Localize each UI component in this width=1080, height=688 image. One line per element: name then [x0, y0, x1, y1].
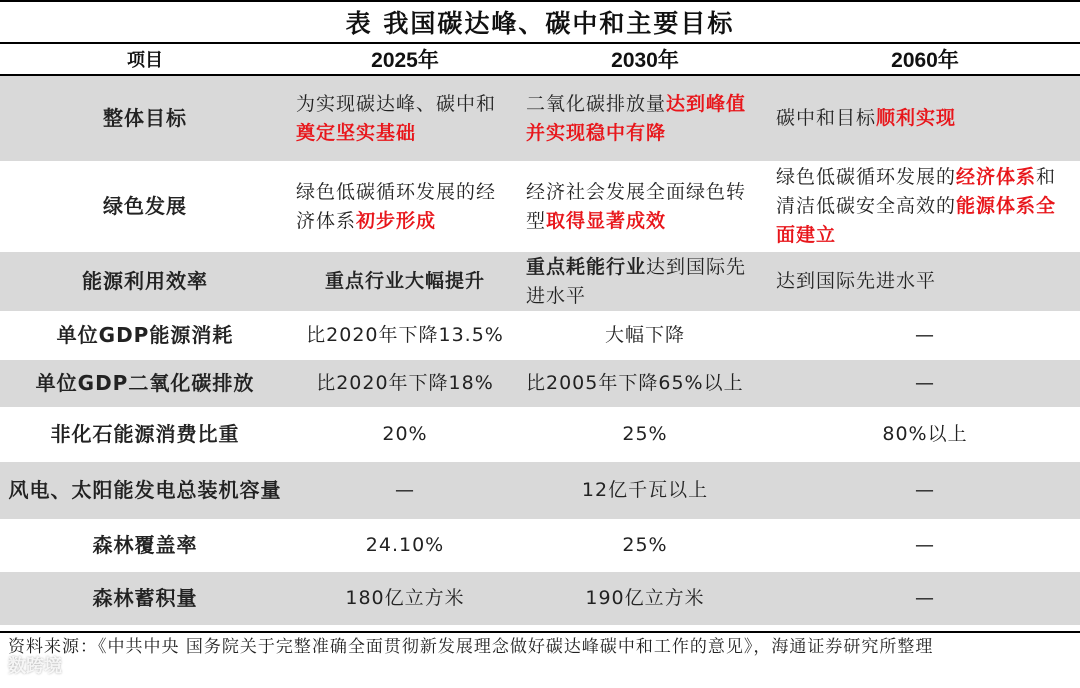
- row-label: 风电、太阳能发电总装机容量: [8, 478, 282, 502]
- cell-2025: [290, 520, 520, 571]
- table-title: 表 我国碳达峰、碳中和主要目标: [0, 0, 1080, 44]
- cell-2030: [520, 76, 770, 161]
- cell-text: —: [395, 479, 415, 501]
- row-label: 绿色发展: [103, 194, 187, 218]
- cell-text: 奠定坚实基础: [296, 121, 417, 144]
- header-2060: 2060年: [891, 49, 959, 72]
- row-label: 森林蓄积量: [92, 586, 198, 610]
- table-row: [0, 76, 1080, 162]
- cell-text: 24.10%: [365, 534, 445, 556]
- row-label: 非化石能源消费比重: [50, 422, 240, 446]
- cell-2030: [520, 572, 770, 625]
- table-body: [0, 76, 1080, 626]
- cell-text: 190亿立方米: [585, 587, 705, 609]
- cell-2060: [770, 312, 1080, 359]
- cell-2025: [290, 408, 520, 461]
- cell-text: 比2020年下降18%: [316, 372, 494, 394]
- row-label: 森林覆盖率: [92, 533, 198, 557]
- cell-text: 绿色低碳循环发展的: [776, 166, 957, 188]
- cell-2060: [770, 520, 1080, 571]
- cell-text: 顺利实现: [876, 107, 957, 129]
- cell-text: 为实现碳达峰、碳中和: [296, 92, 497, 115]
- cell-2025: [290, 462, 520, 519]
- cell-text: —: [915, 587, 935, 609]
- cell-2025: [290, 572, 520, 625]
- cell-text: 80%以上: [882, 423, 968, 445]
- cell-text: 初步形成: [356, 209, 437, 232]
- table-row: [0, 520, 1080, 572]
- cell-text: —: [915, 479, 935, 501]
- table-row: [0, 252, 1080, 312]
- cell-text: 180亿立方米: [345, 587, 465, 609]
- row-label: 单位GDP能源消耗: [56, 323, 234, 347]
- table-row: [0, 462, 1080, 520]
- header-2030: 2030年: [611, 49, 679, 72]
- cell-text: —: [915, 324, 935, 346]
- cell-text: 取得显著成效: [546, 209, 667, 232]
- cell-2060: [770, 252, 1080, 311]
- cell-2030: [520, 312, 770, 359]
- cell-2060: [770, 360, 1080, 407]
- cell-text: —: [915, 372, 935, 394]
- cell-text: 达到峰值并实现稳中有降: [526, 92, 747, 144]
- cell-text: 大幅下降: [604, 324, 685, 346]
- table-row: [0, 572, 1080, 626]
- table-row: [0, 312, 1080, 360]
- cell-2030: [520, 462, 770, 519]
- table-bottom-rule: [0, 631, 1080, 633]
- cell-text: 20%: [382, 423, 428, 445]
- cell-text: 碳中和目标: [776, 107, 877, 129]
- header-item: 项目: [127, 50, 163, 71]
- cell-2060: [770, 462, 1080, 519]
- cell-text: 达到国际先进水平: [526, 255, 747, 307]
- cell-2030: [520, 162, 770, 251]
- source-note: 资料来源：《中共中央 国务院关于完整准确全面贯彻新发展理念做好碳达峰碳中和工作的意见》，海通证券研究所整理: [8, 637, 934, 657]
- cell-2025: [290, 252, 520, 311]
- cell-2030: [520, 252, 770, 311]
- watermark: 数跨境: [8, 656, 62, 677]
- cell-2060: [770, 572, 1080, 625]
- row-label: 单位GDP二氧化碳排放: [35, 371, 255, 395]
- cell-text: 比2005年下降65%以上: [526, 372, 744, 394]
- cell-2030: [520, 520, 770, 571]
- row-label: 能源利用效率: [82, 269, 208, 293]
- cell-2060: [770, 76, 1080, 161]
- cell-text: 经济社会发展全面绿色转型: [526, 180, 747, 232]
- cell-text: 12亿千瓦以上: [581, 479, 709, 501]
- cell-text: 能源体系全面建立: [776, 195, 1057, 246]
- table-row: [0, 408, 1080, 462]
- cell-text: 重点行业大幅提升: [324, 270, 485, 292]
- cell-2025: [290, 76, 520, 161]
- cell-2030: [520, 360, 770, 407]
- table-row: [0, 162, 1080, 252]
- row-label: 整体目标: [103, 106, 187, 130]
- cell-text: 达到国际先进水平: [776, 270, 937, 292]
- table-header: [0, 44, 1080, 76]
- header-2025: 2025年: [371, 49, 439, 72]
- cell-text: 绿色低碳循环发展的经济体系: [296, 180, 497, 232]
- cell-2025: [290, 312, 520, 359]
- cell-text: 经济体系: [956, 166, 1037, 188]
- cell-2025: [290, 360, 520, 407]
- cell-text: —: [915, 534, 935, 556]
- cell-text: 比2020年下降13.5%: [306, 324, 504, 346]
- cell-2060: [770, 408, 1080, 461]
- cell-text: 重点耗能行业: [526, 255, 647, 278]
- cell-2030: [520, 408, 770, 461]
- cell-text: 二氧化碳排放量: [526, 92, 667, 115]
- cell-text: 25%: [622, 534, 668, 556]
- cell-text: 和清洁低碳安全高效的: [776, 166, 1057, 217]
- cell-2060: [770, 162, 1080, 251]
- cell-2025: [290, 162, 520, 251]
- table-row: [0, 360, 1080, 408]
- cell-text: 25%: [622, 423, 668, 445]
